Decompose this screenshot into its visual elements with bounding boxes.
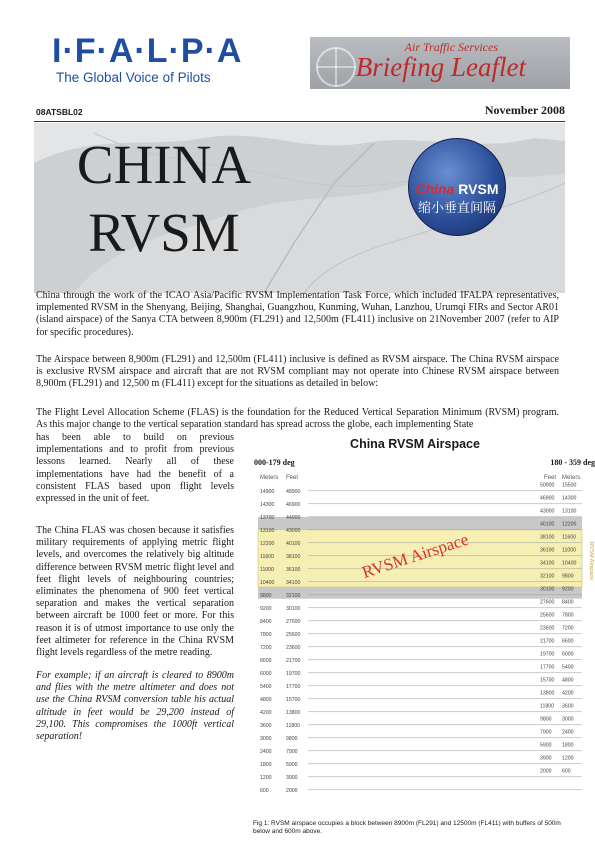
right-level-meters: 6000 xyxy=(562,651,574,658)
emblem-word-rvsm: RVSM xyxy=(458,181,499,197)
banner-subtitle: Air Traffic Services xyxy=(404,40,498,54)
paragraph-flas: The Flight Level Allocation Scheme (FLAS) is the foundation for the Reduced Vertical Separation Minimum (RVSM) program. As this major change to the vertical separation standard has spread across the globe, each implementing State xyxy=(36,407,559,431)
left-level-meters: 6600 xyxy=(260,657,272,664)
right-level-meters: 4200 xyxy=(562,690,574,697)
left-level-feet: 15700 xyxy=(286,696,301,703)
left-level-feet: 38100 xyxy=(286,553,301,560)
left-level-meters: 10400 xyxy=(260,579,275,586)
left-level-meters: 12200 xyxy=(260,540,275,547)
emblem-chinese-text: 缩小垂直间隔 xyxy=(417,201,496,216)
right-level-feet: 15700 xyxy=(540,677,555,684)
left-header-meters: Meters xyxy=(260,475,279,481)
china-rvsm-emblem xyxy=(408,138,506,236)
left-level-meters: 1200 xyxy=(260,774,272,781)
right-level-feet: 34100 xyxy=(540,560,555,567)
left-level-feet: 32100 xyxy=(286,592,301,599)
left-level-meters: 7800 xyxy=(260,631,272,638)
right-level-meters: 3000 xyxy=(562,716,574,723)
right-header-meters: Meters xyxy=(562,475,581,481)
right-level-feet: 3900 xyxy=(540,755,552,762)
right-level-feet: 40100 xyxy=(540,521,555,528)
right-level-meters: 6600 xyxy=(562,638,574,645)
rvsm-level-diagram xyxy=(252,455,595,820)
right-level-meters: 7800 xyxy=(562,612,574,619)
right-level-meters: 600 xyxy=(562,768,571,775)
paragraph-airspace-definition: The Airspace between 8,900m (FL291) and 12,500m (FL411) inclusive is defined as RVSM airspace. The China RVSM airspace is exclusive RVSM airspace and aircraft that are not RVSM compliant may not operate into Chinese RVSM airspace between 8,900m (FL291) and 12,500 m (FL411) except for the situations as detailed in below: xyxy=(36,354,559,390)
header-divider xyxy=(34,121,565,122)
briefing-banner xyxy=(310,37,570,89)
logo-letters: I·F·A·L·P·A xyxy=(52,32,243,70)
left-level-meters: 11000 xyxy=(260,566,275,573)
right-level-meters: 9200 xyxy=(562,586,574,593)
right-level-feet: 25600 xyxy=(540,612,555,619)
right-level-feet: 13800 xyxy=(540,690,555,697)
figure-title: China RVSM Airspace xyxy=(350,437,480,451)
left-level-meters: 6000 xyxy=(260,670,272,677)
left-level-feet: 23600 xyxy=(286,644,301,651)
right-level-meters: 3600 xyxy=(562,703,574,710)
right-level-meters: 4800 xyxy=(562,677,574,684)
right-level-meters: 11000 xyxy=(562,547,577,554)
rvsm-side-label: RVSM Airspace xyxy=(588,541,594,581)
banner-title: Briefing Leaflet xyxy=(355,52,526,82)
left-level-feet: 19700 xyxy=(286,670,301,677)
left-level-feet: 3900 xyxy=(286,774,298,781)
right-level-feet: 50900 xyxy=(540,482,555,489)
right-level-meters: 8400 xyxy=(562,599,574,606)
title-line-china: CHINA xyxy=(76,134,252,195)
right-level-meters: 13100 xyxy=(562,508,577,515)
left-level-meters: 4800 xyxy=(260,696,272,703)
document-reference: 08ATSBL02 xyxy=(36,107,83,117)
right-level-feet: 2000 xyxy=(540,768,552,775)
right-level-meters: 2400 xyxy=(562,729,574,736)
upper-buffer-band xyxy=(258,514,582,530)
left-direction-heading: 000-179 deg xyxy=(254,458,295,467)
right-level-feet: 19700 xyxy=(540,651,555,658)
left-level-meters: 1800 xyxy=(260,761,272,768)
left-level-meters: 9200 xyxy=(260,605,272,612)
figure-caption: Fig 1: RVSM airspace occupies a block between 8900m (FL291) and 12500m (FL411) with buffers of 500m below and 600m above. xyxy=(253,820,561,835)
paragraph-intro: China through the work of the ICAO Asia/Pacific RVSM Implementation Task Force, which included IFALPA representatives, implemented RVSM in the Shenyang, Beijing, Shanghai, Guangzhou, Kunming, Wuhan, Lanzhou, Urumqi FIRs and Sector AR01 (island airspace) of the Sanya CTA between 8,900m (FL291) and 12,500m (FL411) inclusive on 21November 2007 (refer to AIP for specific procedures). xyxy=(36,290,559,338)
left-level-feet: 7900 xyxy=(286,748,298,755)
right-level-feet: 38100 xyxy=(540,534,555,541)
left-level-meters: 3000 xyxy=(260,735,272,742)
right-level-feet: 17700 xyxy=(540,664,555,671)
left-level-feet: 21700 xyxy=(286,657,301,664)
left-level-feet: 46900 xyxy=(286,501,301,508)
right-level-meters: 14300 xyxy=(562,495,577,502)
left-level-feet: 27600 xyxy=(286,618,301,625)
rvsm-band-label: RVSM Airspace xyxy=(359,529,471,582)
left-level-feet: 48900 xyxy=(286,488,301,495)
left-level-meters: 8400 xyxy=(260,618,272,625)
left-level-feet: 44900 xyxy=(286,514,301,521)
right-level-feet: 7900 xyxy=(540,729,552,736)
left-level-feet: 2000 xyxy=(286,787,298,794)
right-level-meters: 7200 xyxy=(562,625,574,632)
left-level-meters: 2400 xyxy=(260,748,272,755)
left-level-meters: 11600 xyxy=(260,553,275,560)
right-level-meters: 1800 xyxy=(562,742,574,749)
left-level-meters: 14900 xyxy=(260,488,275,495)
left-level-meters: 13100 xyxy=(260,527,275,534)
left-level-feet: 30100 xyxy=(286,605,301,612)
right-direction-heading: 180 - 359 deg xyxy=(550,458,595,467)
left-level-meters: 3600 xyxy=(260,722,272,729)
logo-tagline: The Global Voice of Pilots xyxy=(56,70,211,85)
left-level-meters: 600 xyxy=(260,787,269,794)
paragraph-implementations: has been able to build on previous implementations and to profit from previous lessons learned. Nearly all of these implementations have had the benefit of a consistent FLAS based upon flight levels expressed in the unit of feet. xyxy=(36,432,234,505)
left-header-feet: Feet xyxy=(286,475,299,481)
right-level-feet: 21700 xyxy=(540,638,555,645)
paragraph-china-flas: The China FLAS was chosen because it satisfies military requirements of applying metric flight levels, and overcomes the relatively big altitude difference between RVSM metric flight level and feet flight levels of neighbouring countries; eliminates the phenomena of 900 feet vertical separation and makes the vertical separation between aircraft be 1000 feet or more. For this reason it is of utmost importance to use only the feet altimeter for reference in the China RVSM flight levels regardless of the metre reading. xyxy=(36,525,234,659)
right-level-feet: 11800 xyxy=(540,703,555,710)
rvsm-airspace-figure xyxy=(252,455,595,820)
right-level-meters: 11600 xyxy=(562,534,577,541)
right-level-meters: 15500 xyxy=(562,482,577,489)
right-level-meters: 5400 xyxy=(562,664,574,671)
left-level-feet: 11800 xyxy=(286,722,301,729)
emblem-title xyxy=(409,181,505,197)
document-date: November 2008 xyxy=(484,103,565,117)
left-level-meters: 7200 xyxy=(260,644,272,651)
right-level-meters: 10400 xyxy=(562,560,577,567)
right-level-meters: 9800 xyxy=(562,573,574,580)
right-level-meters: 1200 xyxy=(562,755,574,762)
right-level-feet: 9800 xyxy=(540,716,552,723)
right-level-feet: 23600 xyxy=(540,625,555,632)
left-level-feet: 43000 xyxy=(286,527,301,534)
title-line-rvsm: RVSM xyxy=(88,202,240,263)
right-level-feet: 46900 xyxy=(540,495,555,502)
left-level-feet: 34100 xyxy=(286,579,301,586)
right-level-feet: 5900 xyxy=(540,742,552,749)
right-level-feet: 43000 xyxy=(540,508,555,515)
left-level-feet: 13800 xyxy=(286,709,301,716)
right-header-feet: Feet xyxy=(544,475,557,481)
globe-icon xyxy=(316,47,356,87)
right-level-feet: 30100 xyxy=(540,586,555,593)
right-level-feet: 36100 xyxy=(540,547,555,554)
left-level-meters: 9800 xyxy=(260,592,272,599)
right-level-feet: 32100 xyxy=(540,573,555,580)
left-level-feet: 36100 xyxy=(286,566,301,573)
right-level-feet: 27600 xyxy=(540,599,555,606)
lower-buffer-band xyxy=(258,587,582,599)
left-level-feet: 9800 xyxy=(286,735,298,742)
left-level-meters: 14300 xyxy=(260,501,275,508)
left-level-meters: 13700 xyxy=(260,514,275,521)
left-level-feet: 25600 xyxy=(286,631,301,638)
left-level-feet: 40100 xyxy=(286,540,301,547)
left-level-meters: 5400 xyxy=(260,683,272,690)
left-level-feet: 17700 xyxy=(286,683,301,690)
ifalpa-logo xyxy=(52,32,304,86)
left-level-meters: 4200 xyxy=(260,709,272,716)
emblem-word-china: China xyxy=(415,181,455,197)
right-level-meters: 12200 xyxy=(562,521,577,528)
paragraph-example: For example; if an aircraft is cleared to 8900m and flies with the metre altimeter and does not use the China RVSM conversion table his actual altitude in feet would be 29,200 instead of 29,100. This compromises the 1000ft vertical separation! xyxy=(36,670,234,743)
left-level-feet: 5900 xyxy=(286,761,298,768)
